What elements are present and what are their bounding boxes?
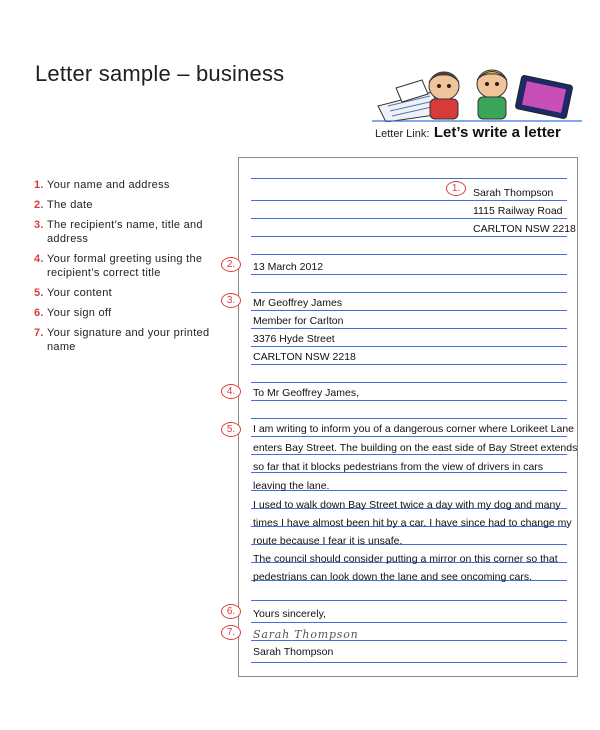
marker-badge: 7. <box>221 625 241 640</box>
tablet-illustration <box>515 75 573 119</box>
ruled-line <box>251 364 567 365</box>
ruled-line <box>251 200 567 201</box>
body-line: route because I fear it is unsafe. <box>253 535 403 547</box>
legend-number: 2. <box>34 199 44 211</box>
legend-item <box>34 286 224 300</box>
legend-item <box>34 178 224 192</box>
legend-number: 7. <box>34 327 44 339</box>
ruled-line <box>251 622 567 623</box>
ruled-line <box>251 382 567 383</box>
legend-text: Your name and address <box>47 179 170 191</box>
marker-badge: 2. <box>221 257 241 272</box>
recipient-title: Member for Carlton <box>253 315 344 327</box>
legend-item <box>34 326 224 354</box>
recipient-street: 3376 Hyde Street <box>253 333 335 345</box>
body-line: leaving the lane. <box>253 480 330 492</box>
legend-number: 5. <box>34 287 44 299</box>
legend-text: Your formal greeting using the recipient’s correct title <box>47 253 203 279</box>
ruled-line <box>251 254 567 255</box>
legend-number: 6. <box>34 307 44 319</box>
ruled-line <box>251 454 567 455</box>
legend-item <box>34 306 224 320</box>
body-line: I used to walk down Bay Street twice a day with my dog and many <box>253 499 561 511</box>
page-title: Letter sample – business <box>35 61 285 86</box>
ruled-line <box>251 346 567 347</box>
legend-number: 4. <box>34 253 44 265</box>
child-right-illustration <box>477 70 507 119</box>
letter-link-title: Let’s write a letter <box>433 124 561 141</box>
body-line: enters Bay Street. The building on the east side of Bay Street extends <box>253 442 578 454</box>
child-left-illustration <box>429 72 459 119</box>
children-writing-illustration <box>372 66 584 122</box>
letter-date: 13 March 2012 <box>253 261 324 273</box>
legend-text: Your content <box>47 287 112 299</box>
ruled-line <box>251 178 567 179</box>
marker-badge: 1. <box>446 181 466 196</box>
letter-sheet <box>226 157 578 677</box>
legend-text: Your sign off <box>47 307 112 319</box>
ruled-line <box>251 400 567 401</box>
body-line: so far that it blocks pedestrians from the view of drivers in cars <box>253 461 544 473</box>
letter-greeting: To Mr Geoffrey James, <box>253 387 360 399</box>
ruled-line <box>251 418 567 419</box>
ruled-line <box>251 436 567 437</box>
handwritten-signature: Sarah Thompson <box>253 628 359 641</box>
ruled-line <box>251 600 567 601</box>
ruled-line <box>251 236 567 237</box>
legend-text: The recipient’s name, title and address <box>47 219 203 245</box>
legend-item <box>34 198 224 212</box>
legend-item <box>34 218 224 246</box>
ruled-line <box>251 310 567 311</box>
legend-text: The date <box>47 199 93 211</box>
legend-item <box>34 252 224 280</box>
ruled-line <box>251 274 567 275</box>
marker-badge: 5. <box>221 422 241 437</box>
recipient-name: Mr Geoffrey James <box>253 297 343 309</box>
legend-number: 1. <box>34 179 44 191</box>
letter-link-prefix: Letter Link: <box>375 128 430 140</box>
printed-name: Sarah Thompson <box>253 646 334 658</box>
recipient-suburb: CARLTON NSW 2218 <box>253 351 356 363</box>
marker-badge: 6. <box>221 604 241 619</box>
legend-list <box>34 178 224 360</box>
ruled-line <box>251 292 567 293</box>
body-line: pedestrians can look down the lane and see oncoming cars. <box>253 571 533 583</box>
sender-suburb: CARLTON NSW 2218 <box>473 223 576 235</box>
legend-text: Your signature and your printed name <box>47 327 210 353</box>
ruled-line <box>251 662 567 663</box>
letter-link-heading <box>375 124 561 142</box>
marker-badge: 3. <box>221 293 241 308</box>
ruled-line <box>251 218 567 219</box>
body-line: I am writing to inform you of a dangerous corner where Lorikeet Lane <box>253 423 575 435</box>
letter-signoff: Yours sincerely, <box>253 608 326 620</box>
sender-name: Sarah Thompson <box>473 187 554 199</box>
ruled-line <box>251 328 567 329</box>
sender-street: 1115 Railway Road <box>473 205 563 217</box>
legend-number: 3. <box>34 219 44 231</box>
marker-badge: 4. <box>221 384 241 399</box>
body-line: times I have almost been hit by a car. I have since had to change my <box>253 517 572 529</box>
body-line: The council should consider putting a mirror on this corner so that <box>253 553 558 565</box>
